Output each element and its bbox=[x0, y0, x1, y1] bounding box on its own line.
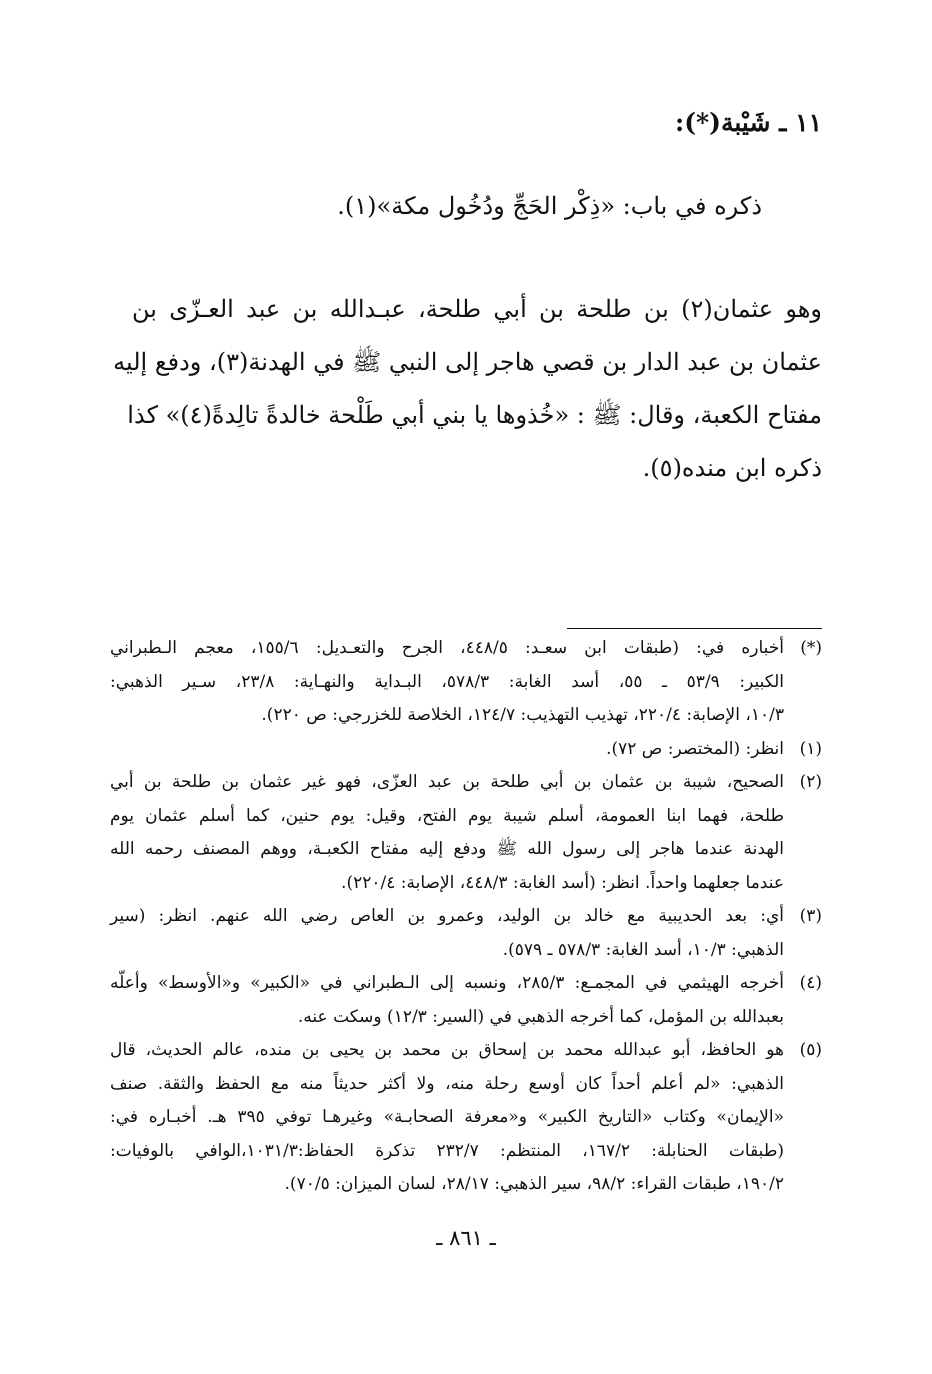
footnote-2 bbox=[110, 766, 822, 900]
footnote-marker: (*) bbox=[800, 638, 822, 658]
footnote-line: عندما جعلهما واحداً. انظر: (أسد الغابة: ٤٤٨/٣، الإصابة: ٢٢٠/٤). bbox=[341, 872, 784, 893]
footnote-line: الكبير: ٥٣/٩ ـ ٥٥، أسد الغابة: ٥٧٨/٣، البـداية والنهـاية: ٢٣/٨، سـير الذهبي: bbox=[110, 671, 784, 692]
footnote-5 bbox=[110, 1034, 822, 1202]
footnote-line: أخباره في: (طبقات ابن سعـد: ٤٤٨/٥، الجرح والتعـديل: ١٥٥/٦، معجم الـطبراني bbox=[110, 638, 784, 658]
footnote-marker: (٤) bbox=[799, 973, 822, 993]
footnote-line: طلحة، فهما ابنا العمومة، أسلم شيبة يوم الفتح، وقيل: يوم حنين، كما أسلم عثمان يوم bbox=[110, 805, 784, 826]
body-line: وهو عثمان(٢) بن طلحة بن أبي طلحة، عبـدالله بن عبد العـزّى بن bbox=[132, 295, 823, 323]
footnote-line: هو الحافظ، أبو عبدالله محمد بن إسحاق بن محمد بن يحيى بن منده، عالم الحديث، قال bbox=[110, 1040, 784, 1060]
body-line: ذكره ابن منده(٥). bbox=[642, 454, 822, 482]
footnote-line: ١٠/٣، الإصابة: ٢٢٠/٤، تهذيب التهذيب: ١٢٤/٧، الخلاصة للخزرجي: ص ٢٢٠). bbox=[261, 705, 784, 725]
footnote-star bbox=[110, 632, 822, 733]
entry-heading: ١١ ـ شَيْبة(*): bbox=[675, 108, 822, 137]
footnote-line: ١٩٠/٢، طبقات القراء: ٩٨/٢، سير الذهبي: ٢٨/١٧، لسان الميزان: ٧٠/٥). bbox=[284, 1174, 784, 1194]
footnote-line: الذهبي: «لم أعلم أحداً كان أوسع رحلة منه، ولا أكثر حديثاً منه مع الحفظ والثقة. صنف bbox=[110, 1073, 784, 1094]
footnote-line: «الإيمان» وكتاب «التاريخ الكبير» و«معرفة الصحابـة» وغيرهـا توفي ٣٩٥ هـ. أخبـاره في: bbox=[110, 1107, 784, 1127]
body-line: مفتاح الكعبة، وقال: ﷺ : «خُذوها يا بني أبي طَلْحة خالدةً تالِدةً(٤)» كذا bbox=[127, 401, 822, 429]
footnote-4 bbox=[110, 967, 822, 1034]
footnote-separator bbox=[567, 628, 822, 629]
body-line: عثمان بن عبد الدار بن قصي هاجر إلى النبي ﷺ في الهدنة(٣)، ودفع إليه bbox=[113, 348, 822, 376]
footnote-3 bbox=[110, 900, 822, 967]
footnote-1 bbox=[110, 733, 822, 767]
footnote-line: (طبقات الحنابلة: ١٦٧/٢، المنتظم: ٢٣٢/٧ تذكرة الحفاظ:١٠٣١/٣،الوافي بالوفيات: bbox=[110, 1140, 784, 1161]
footnote-line: أي: بعد الحديبية مع خالد بن الوليد، وعمرو بن العاص رضي الله عنهم. انظر: (سير bbox=[110, 906, 784, 926]
page-number: ـ ٨٦١ ـ bbox=[436, 1226, 496, 1250]
footnote-line: الصحيح، شيبة بن عثمان بن أبي طلحة بن عبد العزّى، فهو غير عثمان بن طلحة بن أبي bbox=[110, 772, 784, 792]
footnote-marker: (٥) bbox=[799, 1040, 822, 1060]
footnote-marker: (٣) bbox=[799, 906, 822, 926]
footnote-line: الذهبي: ١٠/٣، أسد الغابة: ٥٧٨/٣ ـ ٥٧٩). bbox=[502, 939, 784, 960]
footnote-line: بعبدالله بن المؤمل، كما أخرجه الذهبي في (السير: ١٢/٣) وسكت عنه. bbox=[297, 1006, 784, 1027]
entry-body bbox=[113, 283, 823, 495]
footnote-marker: (٢) bbox=[799, 772, 822, 792]
footnotes-section bbox=[110, 632, 822, 1202]
footnote-line: أخرجه الهيثمي في المجمـع: ٢٨٥/٣، ونسبه إلى الـطبراني في «الكبير» و«الأوسط» وأعلّه bbox=[110, 973, 784, 993]
footnote-marker: (١) bbox=[799, 738, 822, 759]
chapter-reference: ذكره في باب: «ذِكْر الحَجِّ ودُخُول مكة»(١). bbox=[337, 192, 762, 220]
footnote-line: انظر: (المختصر: ص ٧٢). bbox=[606, 738, 784, 759]
footnote-line: الهدنة عندما هاجر إلى رسول الله ﷺ ودفع إليه مفتاح الكعبـة، ووهم المصنف رحمه الله bbox=[110, 839, 784, 859]
